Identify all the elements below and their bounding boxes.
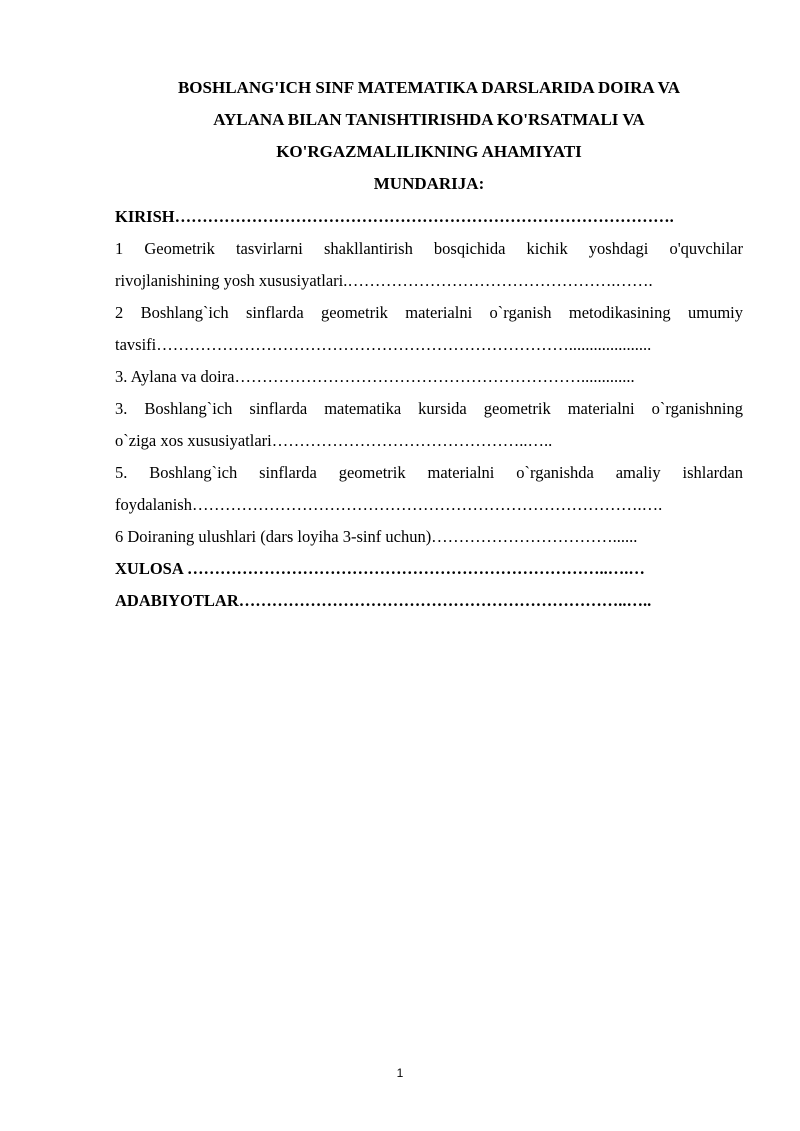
toc-entry-text-continued: rivojlanishining yosh xususiyatlari.………………………………………….…….	[115, 271, 653, 290]
toc-entry-3	[115, 361, 743, 393]
toc-entry-2	[115, 297, 743, 361]
title-line-1: BOSHLANG'ICH SINF MATEMATIKA DARSLARIDA DOIRA VA	[177, 78, 681, 97]
title-line-3: KO'RGAZMALILIKNING AHAMIYATI	[276, 142, 582, 161]
toc-entry-text: KIRISH……………………………………………………………………………….	[115, 207, 674, 226]
toc-entry-introduction	[115, 201, 743, 233]
toc-entry-text: 1 Geometrik tasvirlarni shakllantirish bosqichida kichik yoshdagi o'quvchilar	[115, 239, 743, 258]
toc-entry-text: 2 Boshlang`ich sinflarda geometrik materialni o`rganish metodikasining umumiy	[115, 303, 743, 322]
title-line-2: AYLANA BILAN TANISHTIRISHDA KO'RSATMALI VA	[213, 110, 645, 129]
toc-entry-text: 6 Doiraning ulushlari (dars loyiha 3-sinf uchun)……………………………......	[115, 527, 638, 546]
toc-entry-text: ADABIYOTLAR……………………………………………………………..…..	[115, 591, 652, 610]
toc-entry-text: XULOSA …………………………………………………………………..….…	[115, 559, 645, 578]
toc-entry-4	[115, 393, 743, 457]
toc-entry-text: 5. Boshlang`ich sinflarda geometrik materialni o`rganishda amaliy ishlardan	[115, 463, 743, 482]
toc-entry-6	[115, 521, 743, 553]
toc-entry-5	[115, 457, 743, 521]
toc-entry-1	[115, 233, 743, 297]
toc-entry-text: 3. Aylana va doira……………………………………………………….............	[115, 367, 635, 386]
page-number: 1	[396, 1066, 404, 1080]
contents-heading: MUNDARIJA:	[373, 174, 485, 193]
toc-entry-references	[115, 585, 743, 617]
toc-entry-text-continued: foydalanish……………………………………………………………………….….	[115, 495, 663, 514]
toc-entry-text: 3. Boshlang`ich sinflarda matematika kursida geometrik materialni o`rganishning	[115, 399, 743, 418]
toc-entry-conclusion	[115, 553, 743, 585]
toc-entry-text-continued: tavsifi…………………………………………………………………....................	[115, 335, 652, 354]
table-of-contents	[115, 201, 743, 617]
document-title	[115, 72, 743, 200]
toc-entry-text-continued: o`ziga xos xususiyatlari………………………………………..…..	[115, 431, 553, 450]
